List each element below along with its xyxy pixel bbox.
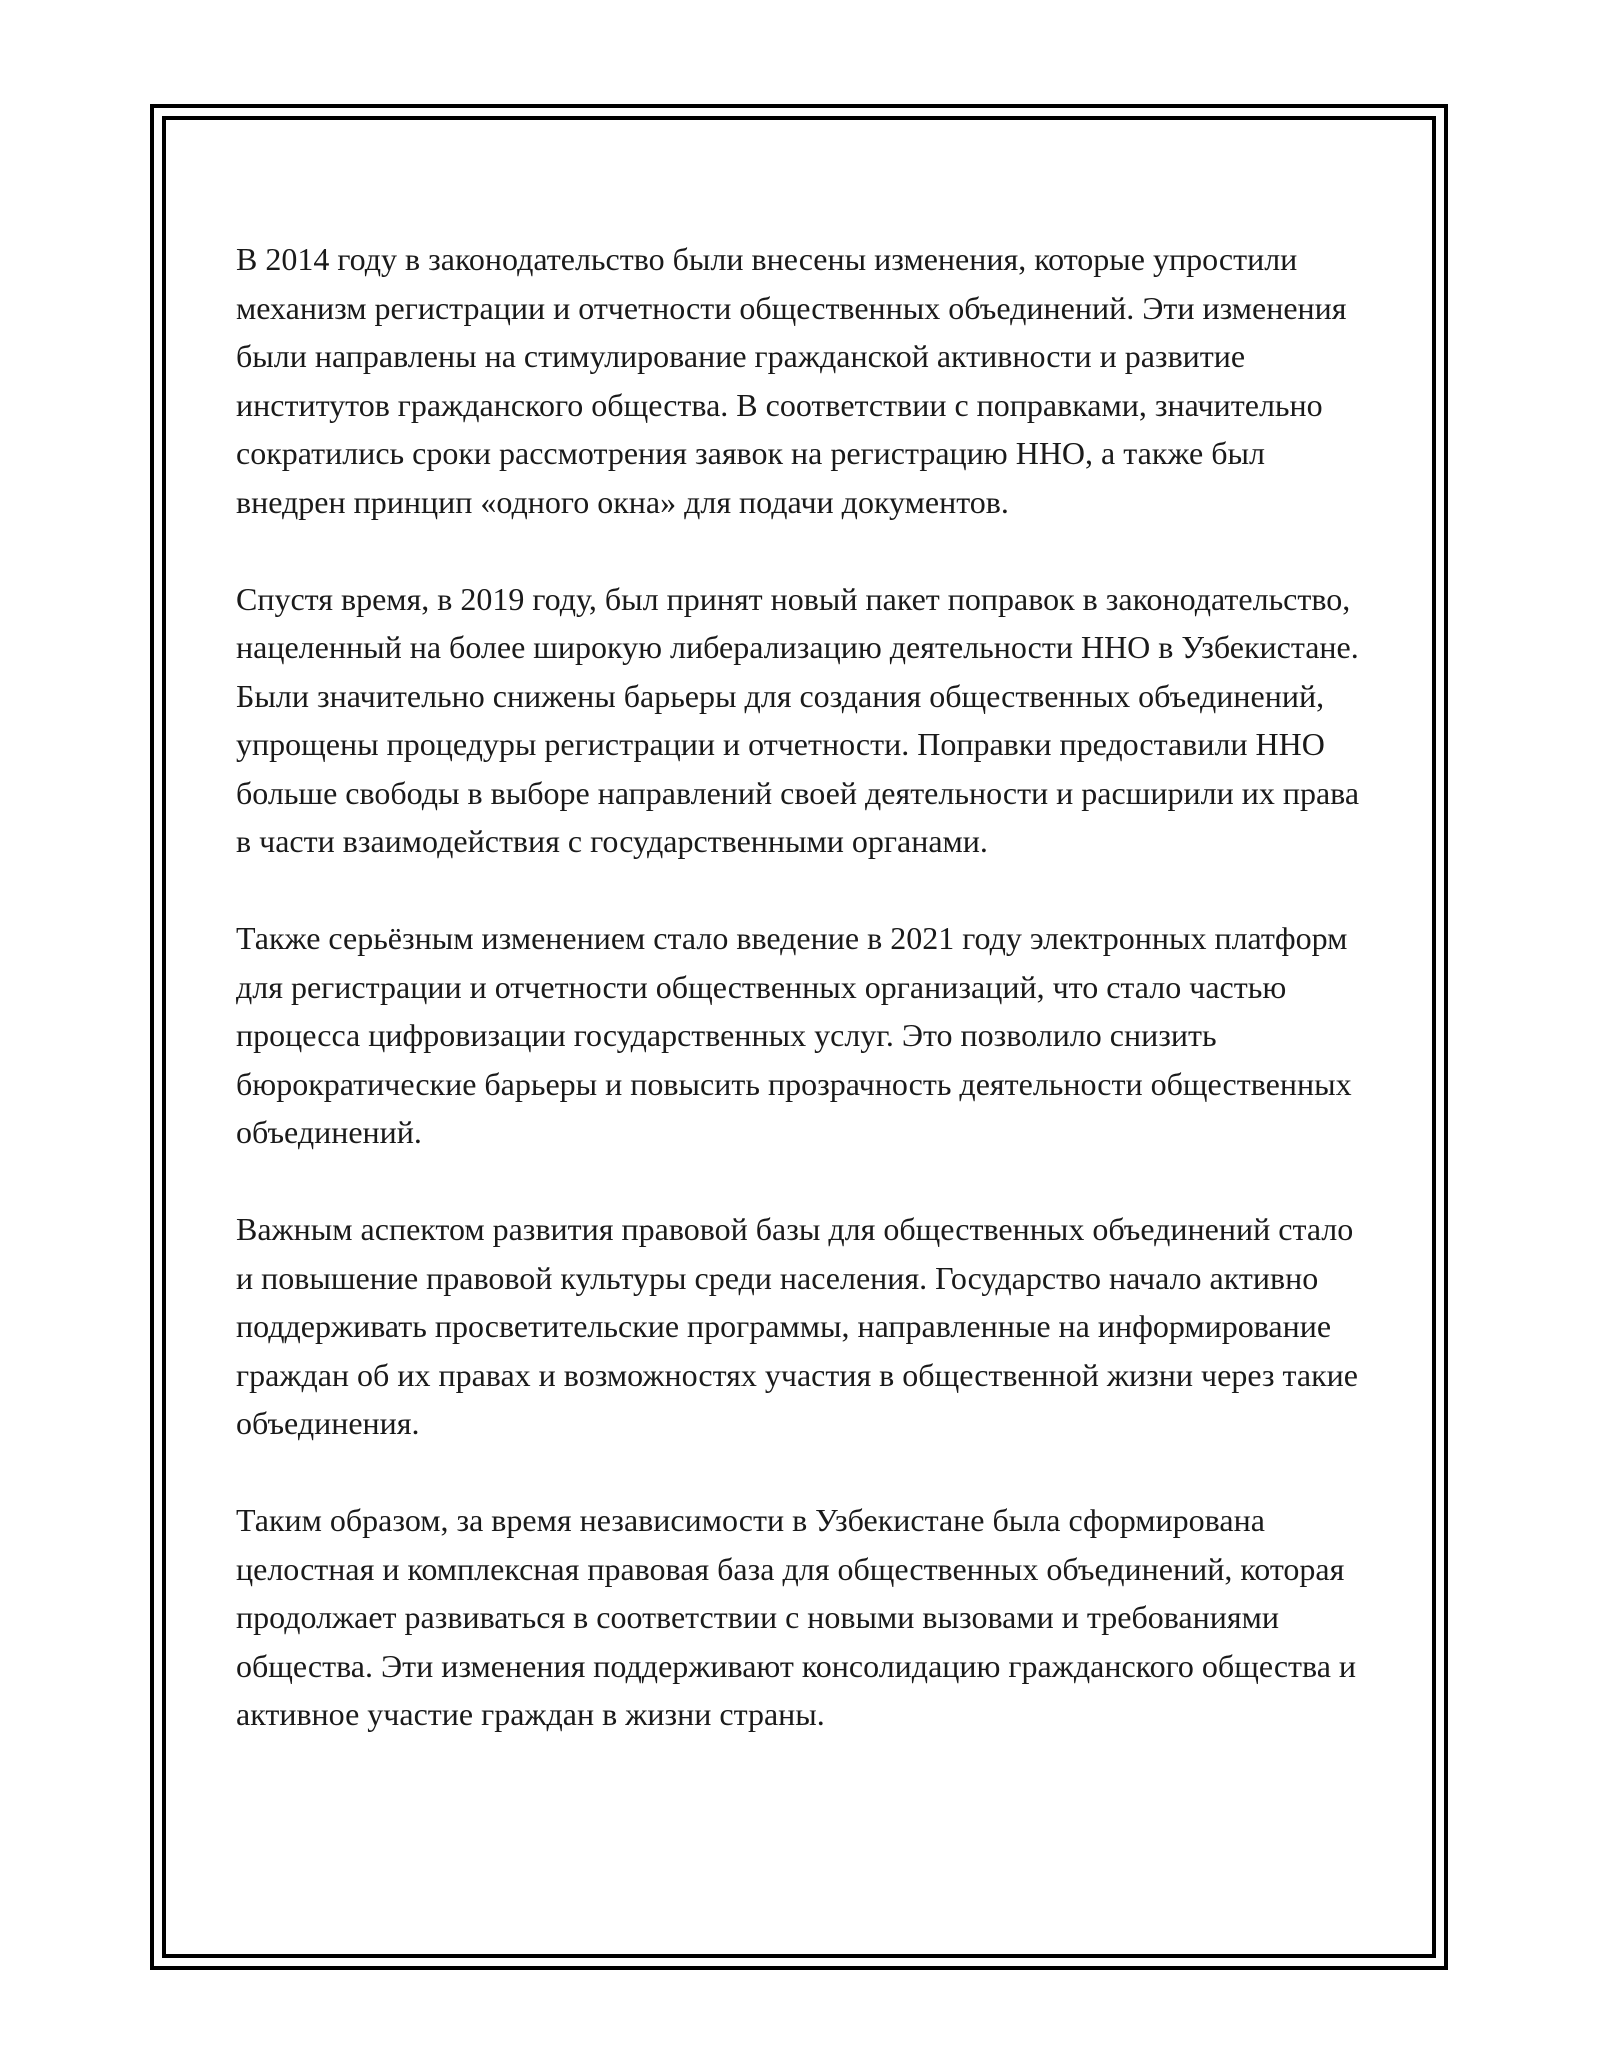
document-body: [236, 235, 1376, 1739]
paragraph-2: Спустя время, в 2019 году, был принят новый пакет поправок в законодательство, нацеленный на более широкую либерализацию деятельности ННО в Узбекистане. Были значительно снижены барьеры для создания общественных объединений, упрощены процедуры регистрации и отчетности. Поправки предоставили ННО больше свободы в выборе направлений своей деятельности и расширили их права в части взаимодействия с государственными органами.: [236, 580, 1360, 859]
paragraph-5: Таким образом, за время независимости в Узбекистане была сформирована целостная и комплексная правовая база для общественных объединений, которая продолжает развиваться в соответствии с новыми вызовами и требованиями общества. Эти изменения поддерживают консолидацию гражданского общества и активное участие граждан в жизни страны.: [236, 1502, 1357, 1732]
paragraph-3: Также серьёзным изменением стало введение в 2021 году электронных платформ для регистрации и отчетности общественных организаций, что стало частью процесса цифровизации государственных услуг. Это позволило снизить бюрократические барьеры и повысить прозрачность деятельности общественных объединений.: [236, 920, 1352, 1150]
paragraph-1: В 2014 году в законодательство были внесены изменения, которые упростили механизм регистрации и отчетности общественных объединений. Эти изменения были направлены на стимулирование гражданской активности и развитие институтов гражданского общества. В соответствии с поправками, значительно сократились сроки рассмотрения заявок на регистрацию ННО, а также был внедрен принцип «одного окна» для подачи документов.: [236, 241, 1347, 520]
paragraph-4: Важным аспектом развития правовой базы для общественных объединений стало и повышение правовой культуры среди населения. Государство начало активно поддерживать просветительские программы, направленные на информирование граждан об их правах и возможностях участия в общественной жизни через такие объединения.: [236, 1211, 1358, 1441]
